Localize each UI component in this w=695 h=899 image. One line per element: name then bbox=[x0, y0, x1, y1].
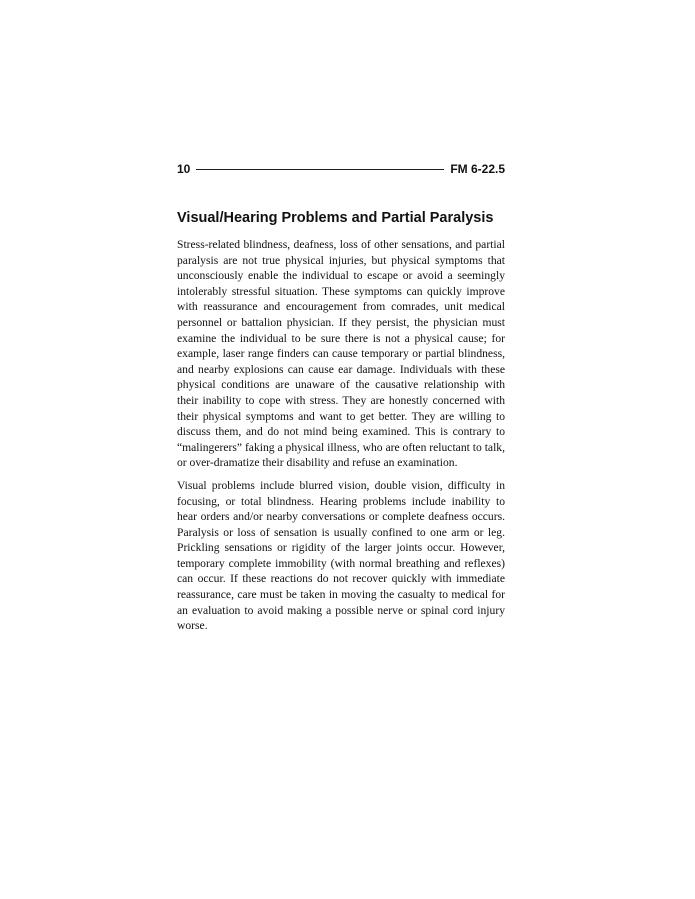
document-page bbox=[177, 161, 505, 634]
document-id: FM 6-22.5 bbox=[450, 162, 505, 176]
section-title: Visual/Hearing Problems and Partial Paralysis bbox=[177, 210, 494, 226]
body-paragraph-1: Stress-related blindness, deafness, loss of other sensations, and partial paralysis are not true physical injuries, but physical symptoms that unconsciously enable the individual to escape or avoid a seemingly intolerably stressful situation. These symptoms can quickly improve with reassurance and encouragement from comrades, unit medical personnel or battalion physician. If they persist, the physician must examine the individual to be sure there is not a physical cause; for example, laser range finders can cause temporary or partial blindness, and nearby explosions can cause ear damage. Individuals with these physical conditions are unaware of the causative relationship with their inability to cope with stress. They are honestly concerned with their physical symptoms and want to get better. They are willing to discuss them, and do not mind being examined. This is contrary to “malingerers” faking a physical illness, who are often reluctant to talk, or over-dramatize their disability and refuse an examination. bbox=[177, 238, 505, 470]
header-rule bbox=[196, 169, 444, 170]
body-paragraph-2: Visual problems include blurred vision, double vision, difficulty in focusing, or total blindness. Hearing problems include inability to hear orders and/or nearby conversations or complete deafness occurs. Paralysis or loss of sensation is usually confined to one arm or leg. Prickling sensations or rigidity of the larger joints occur. However, temporary complete immobility (with normal breathing and reflexes) can occur. If these reactions do not recover quickly with immediate reassurance, care must be taken in moving the casualty to medical for an evaluation to avoid making a possible nerve or spinal cord injury worse. bbox=[177, 478, 505, 633]
page-number: 10 bbox=[177, 162, 191, 176]
running-header bbox=[177, 161, 505, 177]
